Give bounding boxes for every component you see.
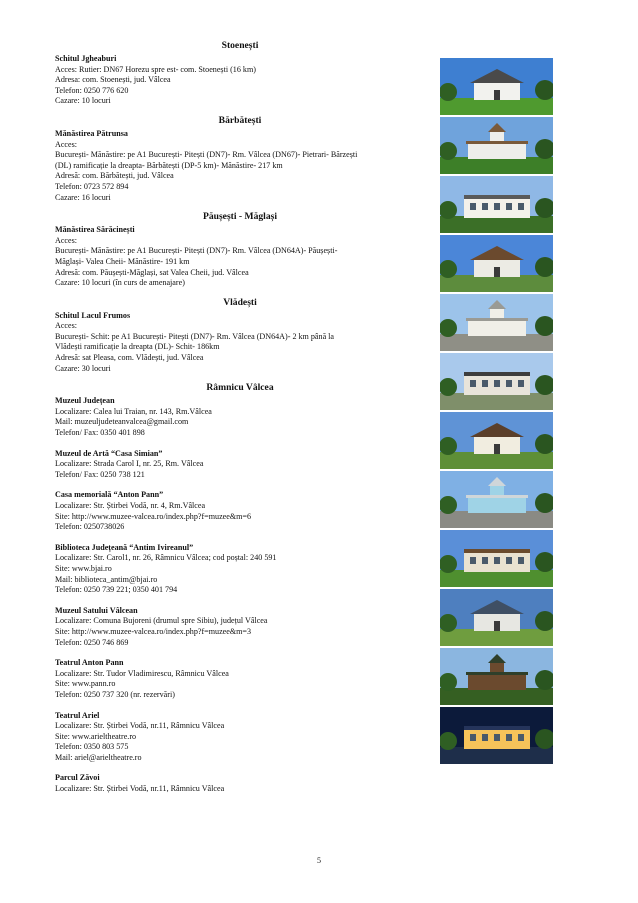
entry-line: Mail: muzeuljudeteanvalcea@gmail.com <box>55 417 189 427</box>
entry-line: Site: www.pann.ro <box>55 679 116 689</box>
entry-title: Muzeul Satului Vâlcean <box>55 605 138 615</box>
section-heading: Bărbătești <box>218 114 262 126</box>
park-pavilion-photo <box>440 648 553 705</box>
entry-line: Telefon: 0250 746 869 <box>55 637 129 647</box>
entry-line: Telefon/ Fax: 0250 738 121 <box>55 469 145 479</box>
entry-line: Adresă: sat Pleasa, com. Vlădești, jud. Vâlcea <box>55 353 204 363</box>
entry-block <box>55 490 425 532</box>
entry-line: Adresă: com. Bărbătești, jud. Vâlcea <box>55 171 174 181</box>
hermitage-photo <box>440 235 553 292</box>
entry-title: Schitul Lacul Frumos <box>55 310 131 320</box>
entry-line: Adresă: com. Păușești-Măglași, sat Valea Cheii, jud. Vâlcea <box>55 267 249 277</box>
entry-line: Site: www.bjai.ro <box>55 563 112 573</box>
entry-line: Localizare: Str. Carol1, nr. 26, Râmnicu Vâlcea; cod poștal: 240 591 <box>55 553 277 563</box>
entry-line: Acces: <box>55 139 78 149</box>
church-tower-photo <box>440 176 553 233</box>
photo-strip <box>440 58 553 766</box>
entry-block <box>55 711 425 764</box>
entry-line: Site: http://www.muzee-valcea.ro/index.php?f=muzee&m=3 <box>55 626 252 636</box>
entry-title: Muzeul Județean <box>55 396 115 406</box>
entry-line: Localizare: Calea lui Traian, nr. 143, Rm.Vâlcea <box>55 406 212 416</box>
entry-title: Parcul Zăvoi <box>55 773 100 783</box>
entry-title: Mănăstirea Sărăcinești <box>55 225 135 235</box>
entry-line: (DL) ramificație la dreapta- Bărbătești (DP-5 km)- Mănăstire- 217 km <box>55 160 283 170</box>
entry-line: Măglași- Valea Cheii- Mănăstire- 191 km <box>55 256 190 266</box>
text-column <box>55 40 425 795</box>
entry-block <box>55 606 425 648</box>
night-city-photo <box>440 707 553 764</box>
entry-line: București- Mănăstire: pe A1 București- Pitești (DN7)- Rm. Vâlcea (DN67)- Pietrari- Bărzești <box>55 150 358 160</box>
theatre-photo <box>440 589 553 646</box>
entry-line: Telefon: 0250 739 221; 0350 401 794 <box>55 585 178 595</box>
entry-line: Telefon: 0250 737 320 (nr. rezervări) <box>55 689 175 699</box>
entry-line: București- Schit: pe A1 București- Pitești (DN7)- Rm. Vâlcea (DN64A)- 2 km până la <box>55 331 335 341</box>
entry-block <box>55 658 425 700</box>
entry-line: Localizare: Comuna Bujoreni (drumul spre Sibiu), județul Vâlcea <box>55 616 268 626</box>
chapel-photo <box>440 353 553 410</box>
white-church-photo <box>440 58 553 115</box>
section-heading: Râmnicu Vâlcea <box>206 382 274 394</box>
museum-photo <box>440 294 553 351</box>
entry-line: Localizare: Str. Știrbei Vodă, nr. 4, Rm.Vâlcea <box>55 501 206 510</box>
entry-title: Mănăstirea Pătrunsa <box>55 128 128 138</box>
entry-line: București- Mănăstire: pe A1 București- Pitești (DN7)- Rm. Vâlcea (DN64A)- Păușești- <box>55 246 338 256</box>
page-number: 5 <box>317 856 321 865</box>
library-photo <box>440 471 553 528</box>
entry-line: Localizare: Strada Carol I, nr. 25, Rm. Vâlcea <box>55 459 204 469</box>
entry-line: Cazare: 30 locuri <box>55 363 111 373</box>
entry-line: Acces: <box>55 321 78 331</box>
entry-line: Telefon: 0250 776 620 <box>55 85 129 95</box>
village-museum-photo <box>440 530 553 587</box>
entry-line: Mail: ariel@arieltheatre.ro <box>55 752 142 762</box>
entry-title: Casa memorială “Anton Pann” <box>55 490 164 500</box>
section-heading: Păușești - Măglași <box>202 211 278 223</box>
entry-line: Vlădești ramificație la dreapta (DL)- Schit- 186km <box>55 342 220 352</box>
entry-line: Localizare: Str. Știrbei Vodă, nr.11, Râmnicu Vâlcea <box>55 721 225 731</box>
memorial-house-photo <box>440 412 553 469</box>
entry-block <box>55 311 425 375</box>
entry-line: Site: http://www.muzee-valcea.ro/index.php?f=muzee&m=6 <box>55 511 252 521</box>
entry-block <box>55 773 425 794</box>
entry-line: Acces: Rutier: DN67 Horezu spre est- com. Stoenești (16 km) <box>55 64 256 74</box>
entry-block <box>55 449 425 481</box>
entry-line: Localizare: Str. Știrbei Vodă, nr.11, Râmnicu Vâlcea <box>55 784 225 794</box>
entry-line: Site: www.arieltheatre.ro <box>55 731 137 741</box>
entry-line: Telefon/ Fax: 0350 401 898 <box>55 428 145 438</box>
entry-title: Teatrul Ariel <box>55 710 100 720</box>
entry-title: Muzeul de Artă “Casa Simian” <box>55 448 163 458</box>
entry-block <box>55 396 425 438</box>
entry-line: Cazare: 16 locuri <box>55 192 111 202</box>
entry-line: Telefon: 0350 803 575 <box>55 742 129 752</box>
entry-title: Biblioteca Județeană “Antim Ivireanul” <box>55 542 194 552</box>
entry-line: Adresa: com. Stoenești, jud. Vâlcea <box>55 75 171 85</box>
section-heading: Stoenești <box>221 40 259 51</box>
entry-line: Acces: <box>55 235 78 245</box>
entry-line: Telefon: 0250738026 <box>55 522 125 532</box>
entry-line: Cazare: 10 locuri (în curs de amenajare) <box>55 278 185 288</box>
entry-block <box>55 543 425 596</box>
entry-block <box>55 54 425 107</box>
entry-title: Schitul Jgheaburi <box>55 54 117 63</box>
entry-block <box>55 225 425 289</box>
monastery-photo <box>440 117 553 174</box>
entry-title: Teatrul Anton Pann <box>55 658 124 668</box>
entry-line: Cazare: 10 locuri <box>55 96 111 106</box>
entry-block <box>55 129 425 203</box>
entry-line: Localizare: Str. Tudor Vladimirescu, Râmnicu Vâlcea <box>55 668 229 678</box>
section-heading: Vlădești <box>223 296 257 308</box>
entry-line: Mail: biblioteca_antim@bjai.ro <box>55 574 158 584</box>
entry-line: Telefon: 0723 572 894 <box>55 181 129 191</box>
